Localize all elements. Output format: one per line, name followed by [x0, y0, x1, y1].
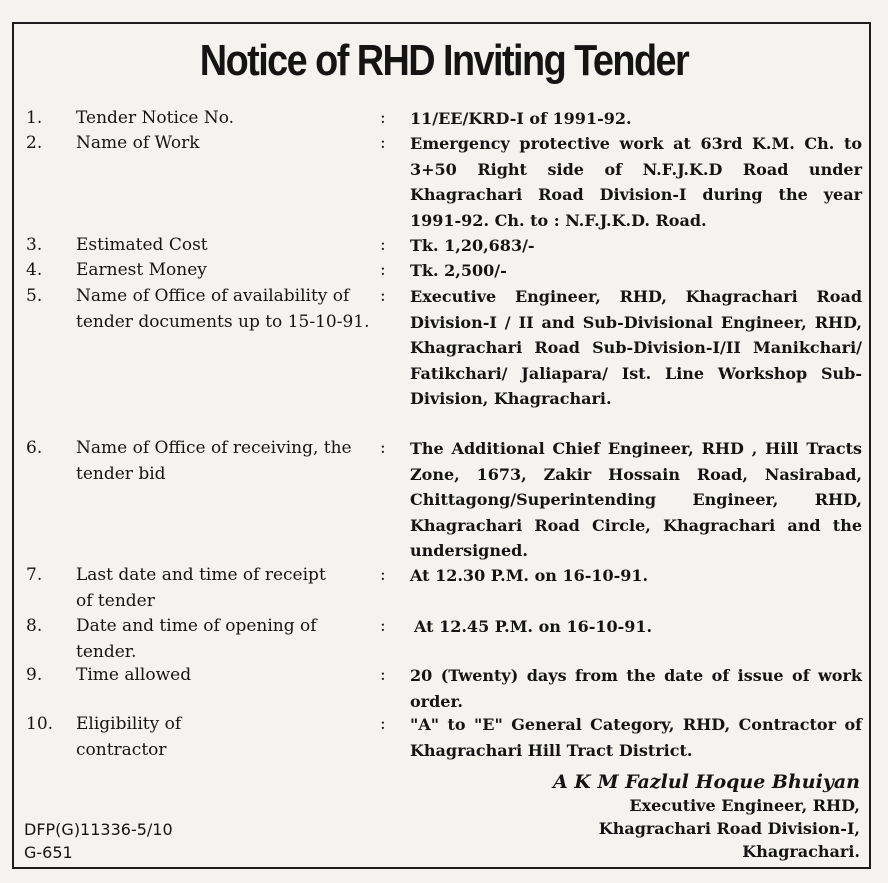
item-colon: : [380, 438, 386, 458]
signatory-name: A K M Fazlul Hoque Bhuiyan [552, 771, 860, 793]
item-colon: : [380, 616, 386, 636]
signatory-place: Khagrachari. [742, 842, 860, 861]
item-label: Last date and time of receipt of tender [76, 565, 326, 611]
item-value: Tk. 2,500/- [410, 261, 507, 280]
item-label: Name of Office of receiving, the tender bid [76, 438, 352, 484]
item-number: 5. [26, 286, 43, 306]
item-value: At 12.30 P.M. on 16-10-91. [410, 566, 649, 585]
item-value: The Additional Chief Engineer, RHD , Hill Tracts Zone, 1673, Zakir Hossain Road, Nasirabad, Chittagong/Superintending Engineer, RHD, Khagrachari Road Circle, Khagrachari and the undersigned. [410, 439, 862, 560]
item-colon: : [380, 665, 386, 685]
item-label: Time allowed [76, 665, 192, 685]
item-label: Earnest Money [76, 260, 207, 280]
reference-number: G-651 [24, 843, 73, 862]
item-number: 3. [26, 235, 43, 255]
item-value: 11/EE/KRD-I of 1991-92. [410, 109, 632, 128]
item-label: Estimated Cost [76, 235, 208, 255]
item-colon: : [380, 286, 386, 306]
item-label: Tender Notice No. [76, 108, 235, 128]
item-number: 6. [26, 438, 43, 458]
item-number: 7. [26, 565, 43, 585]
item-label: Name of Office of availability of tender documents up to 15-10-91. [76, 286, 370, 332]
item-colon: : [380, 714, 386, 734]
item-number: 9. [26, 665, 43, 685]
reference-code: DFP(G)11336-5/10 [24, 820, 173, 839]
item-colon: : [380, 565, 386, 585]
item-number: 10. [26, 714, 54, 734]
notice-title: Notice of RHD Inviting Tender [199, 36, 689, 85]
item-number: 8. [26, 616, 43, 636]
item-label: Eligibility of contractor [76, 714, 182, 760]
item-label: Name of Work [76, 133, 200, 153]
item-colon: : [380, 235, 386, 255]
item-value: Emergency protective work at 63rd K.M. Ch. to 3+50 Right side of N.F.J.K.D Road under Khagrachari Road Division-I during the year 1991-92. Ch. to : N.F.J.K.D. Road. [410, 134, 862, 230]
item-colon: : [380, 133, 386, 153]
item-value: At 12.45 P.M. on 16-10-91. [414, 617, 653, 636]
item-value: Tk. 1,20,683/- [410, 236, 535, 255]
signatory-designation: Executive Engineer, RHD, [629, 796, 860, 815]
item-colon: : [380, 108, 386, 128]
item-number: 2. [26, 133, 43, 153]
item-label: Date and time of opening of tender. [76, 616, 317, 662]
item-number: 1. [26, 108, 43, 128]
item-value: 20 (Twenty) days from the date of issue of work order. [410, 666, 862, 711]
item-colon: : [380, 260, 386, 280]
item-number: 4. [26, 260, 43, 280]
item-value: "A" to "E" General Category, RHD, Contractor of Khagrachari Hill Tract District. [410, 715, 862, 760]
item-value: Executive Engineer, RHD, Khagrachari Road Division-I / II and Sub-Divisional Engineer, RHD, Khagrachari Road Sub-Division-I/II Manikchari/ Fatikchari/ Jaliapara/ Ist. Line Workshop Sub-Division, Khagrachari. [410, 287, 862, 408]
signatory-office: Khagrachari Road Division-I, [598, 819, 860, 838]
